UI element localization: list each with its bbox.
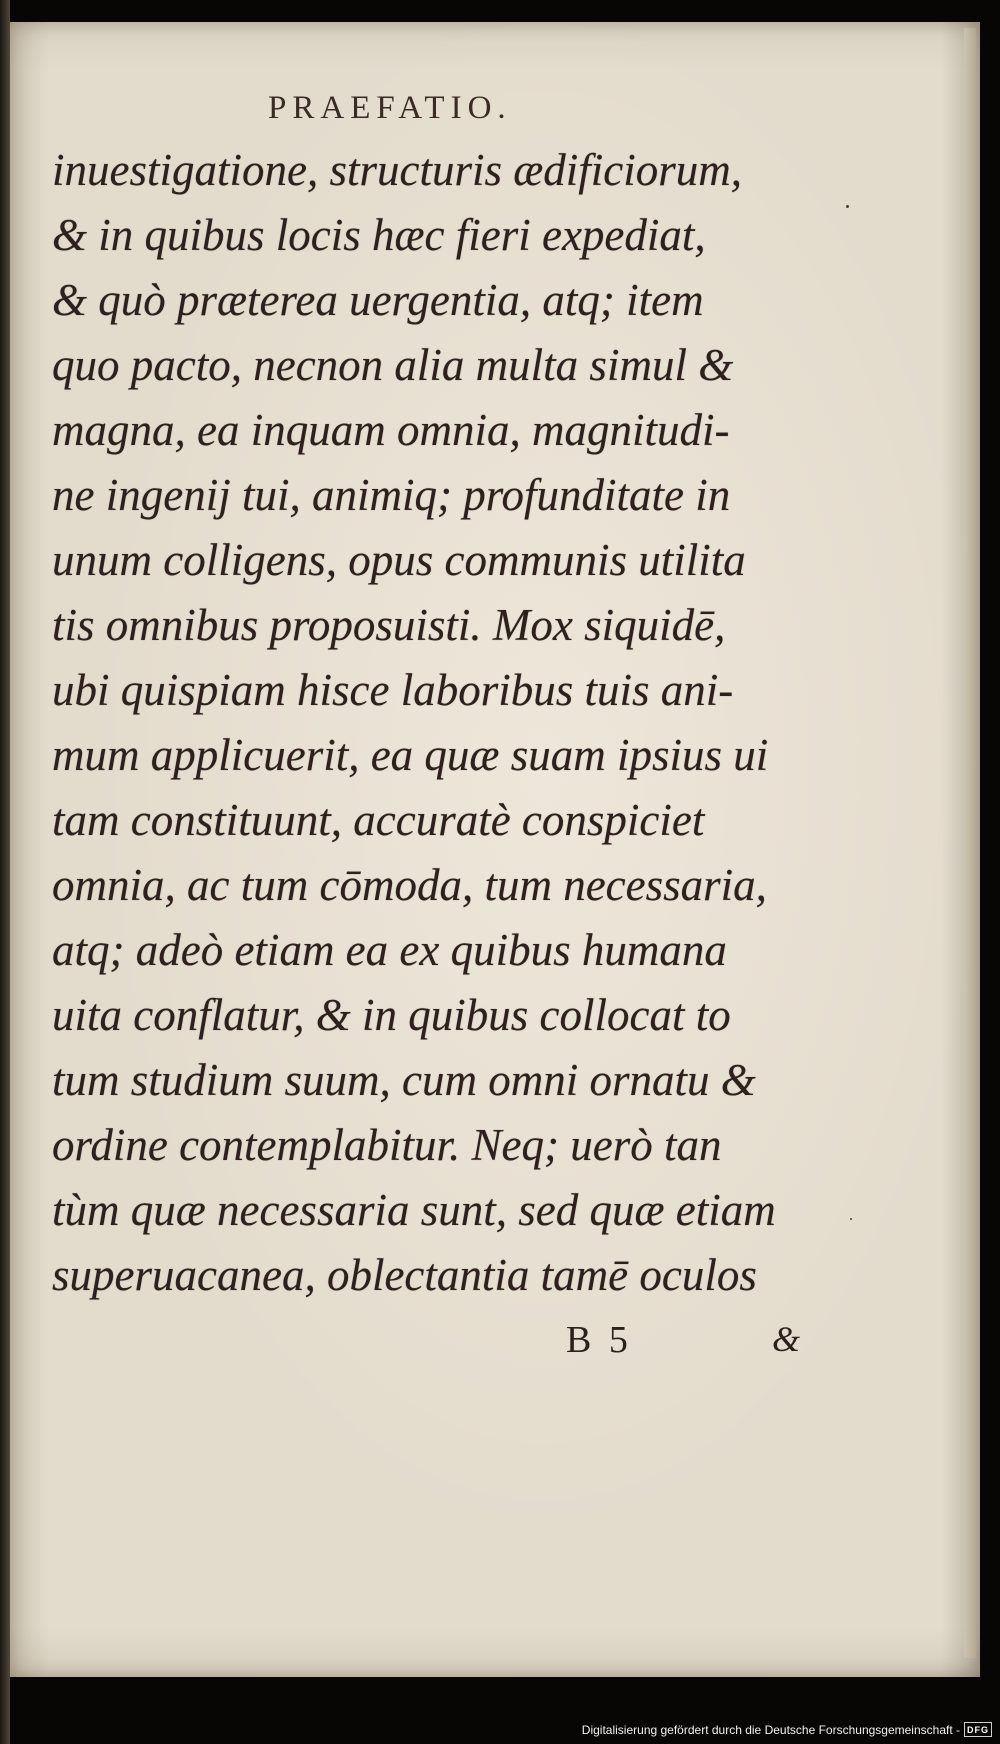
- ink-speck: [850, 1218, 852, 1220]
- text-line: quo pacto, necnon alia multa simul &: [52, 340, 734, 390]
- text-line: & quò præterea uergentia, atq; item: [52, 275, 704, 325]
- catchword: &: [772, 1319, 801, 1359]
- text-line: atq; adeò etiam ea ex quibus humana: [52, 925, 727, 975]
- scan-border: [0, 0, 10, 1744]
- text-line: superuacanea, oblectantia tamē oculos: [52, 1250, 757, 1300]
- text-line: tis omnibus proposuisti. Mox siquidē,: [52, 600, 726, 650]
- signature-mark: B 5: [566, 1319, 632, 1361]
- text-line: & in quibus locis hæc fieri expediat,: [52, 210, 706, 260]
- text-line: tùm quæ necessaria sunt, sed quæ etiam: [52, 1185, 776, 1235]
- text-line: omnia, ac tum cōmoda, tum necessaria,: [52, 860, 767, 910]
- text-line: tum studium suum, cum omni ornatu &: [52, 1055, 756, 1105]
- text-line: mum applicuerit, ea quæ suam ipsius ui: [52, 730, 769, 780]
- dfg-logo: DFG: [964, 1722, 992, 1737]
- text-line: magna, ea inquam omnia, magnitudi-: [52, 405, 730, 455]
- running-head: PRAEFATIO.: [268, 90, 512, 126]
- page-footer: [0, 1318, 1000, 1368]
- text-line: ordine contemplabitur. Neq; uerò tan: [52, 1120, 722, 1170]
- text-line: uita conflatur, & in quibus collocat to: [52, 990, 731, 1040]
- body-text: [52, 138, 822, 1308]
- ink-speck: [846, 205, 849, 208]
- text-line: ne ingenij tui, animiq; profunditate in: [52, 470, 731, 520]
- text-line: unum colligens, opus communis utilita: [52, 535, 746, 585]
- text-line: inuestigatione, structuris ædificiorum,: [52, 145, 743, 195]
- text-line: ubi quispiam hisce laboribus tuis ani-: [52, 665, 734, 715]
- text-line: tam constituunt, accuratè conspiciet: [52, 795, 705, 845]
- digitization-credit: Digitalisierung gefördert durch die Deutsche Forschungsgemeinschaft -: [581, 1723, 960, 1737]
- page-edge: [964, 28, 976, 1658]
